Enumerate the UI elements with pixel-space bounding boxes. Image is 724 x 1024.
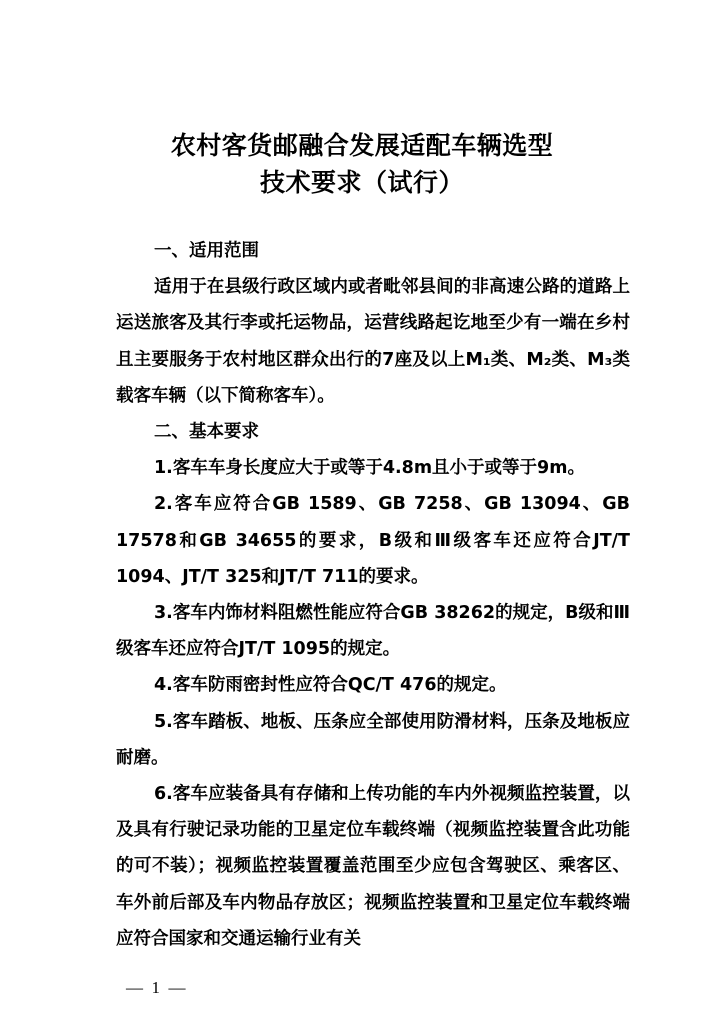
section-heading-basic-requirements: 二、基本要求 (154, 422, 259, 443)
page-number: — 1 — (126, 978, 186, 997)
paragraph-requirement-2: 2.客车应符合GB 1589、GB 7258、GB 13094、GB 17578和GB 34655的要求，B级和Ⅲ级客车还应符合JT/T 1094、JT/T 325和JT/T 711的要求。 (116, 494, 630, 587)
document-title-line-2: 技术要求（试行） (259, 168, 464, 197)
paragraph-requirement-3: 3.客车内饰材料阻燃性能应符合GB 38262的规定，B级和Ⅲ级客车还应符合JT/T 1095的规定。 (116, 603, 630, 660)
document-title-line-1: 农村客货邮融合发展适配车辆选型 (170, 131, 554, 160)
document-body (116, 233, 630, 957)
paragraph-scope: 适用于在县级行政区域内或者毗邻县间的非高速公路的道路上运送旅客及其行李或托运物品，运营线路起讫地至少有一端在乡村且主要服务于农村地区群众出行的7座及以上M₁类、M₂类、M₃类载客车辆（以下简称客车）。 (116, 277, 630, 406)
paragraph-requirement-6: 6.客车应装备具有存储和上传功能的车内外视频监控装置，以及具有行驶记录功能的卫星定位车载终端（视频监控装置含此功能的可不装）；视频监控装置覆盖范围至少应包含驾驶区、乘客区、车外前后部及车内物品存放区；视频监控装置和卫星定位车载终端应符合国家和交通运输行业有关 (116, 784, 630, 949)
section-heading-scope: 一、适用范围 (154, 241, 259, 261)
paragraph-requirement-5: 5.客车踏板、地板、压条应全部使用防滑材料，压条及地板应耐磨。 (116, 711, 630, 768)
paragraph-requirement-4: 4.客车防雨密封性应符合QC/T 476的规定。 (154, 675, 507, 696)
paragraph-requirement-1: 1.客车车身长度应大于或等于4.8m且小于或等于9m。 (154, 458, 585, 479)
